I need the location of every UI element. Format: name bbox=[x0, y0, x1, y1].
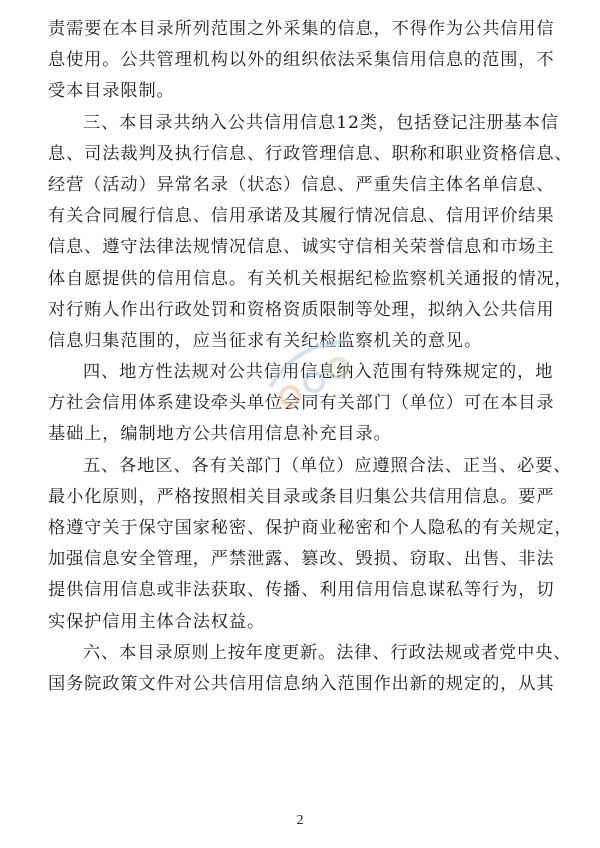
text-line: 体自愿提供的信用信息。有关机关根据纪检监察机关通报的情况， bbox=[48, 268, 573, 289]
text-line: 提供信用信息或非法获取、传播、利用信用信息谋私等行为，切 bbox=[48, 580, 555, 601]
text-line: 责需要在本目录所列范围之外采集的信息，不得作为公共信用信 bbox=[48, 19, 555, 39]
text-line: 国务院政策文件对公共信用信息纳入范围作出新的规定的，从其 bbox=[48, 673, 555, 694]
text-line: 受本目录限制。 bbox=[48, 81, 175, 102]
text-line: 最小化原则，严格按照相关目录或条目归集公共信用信息。要严 bbox=[48, 486, 555, 507]
text-line: 基础上，编制地方公共信用信息补充目录。 bbox=[48, 424, 392, 445]
text-line: 经营（活动）异常名录（状态）信息、严重失信主体名单信息、 bbox=[48, 174, 555, 195]
text-line: 实保护信用主体合法权益。 bbox=[48, 611, 266, 632]
text-line: 信息、遵守法律法规情况信息、诚实守信相关荣誉信息和市场主 bbox=[48, 237, 555, 258]
page-number: 2 bbox=[296, 813, 304, 828]
body-text bbox=[48, 14, 580, 700]
text-line: 对行贿人作出行政处罚和资格资质限制等处理，拟纳入公共信用 bbox=[48, 299, 555, 320]
text-line: 息使用。公共管理机构以外的组织依法采集信用信息的范围，不 bbox=[48, 50, 555, 71]
text-line: 五、各地区、各有关部门（单位）应遵照合法、正当、必要、 bbox=[83, 455, 572, 476]
text-line: 信息归集范围的，应当征求有关纪检监察机关的意见。 bbox=[48, 330, 483, 351]
text-line: 四、地方性法规对公共信用信息纳入范围有特殊规定的，地 bbox=[83, 362, 554, 383]
text-line: 加强信息安全管理，严禁泄露、篡改、毁损、窃取、出售、非法 bbox=[48, 549, 555, 570]
text-line: 三、本目录共纳入公共信用信息12类，包括登记注册基本信 bbox=[83, 112, 559, 133]
text-line: 息、司法裁判及执行信息、行政管理信息、职称和职业资格信息、 bbox=[48, 143, 573, 164]
text-line: 六、本目录原则上按年度更新。法律、行政法规或者党中央、 bbox=[83, 642, 572, 663]
text-line: 有关合同履行信息、信用承诺及其履行情况信息、信用评价结果 bbox=[48, 206, 555, 227]
text-line: 方社会信用体系建设牵头单位会同有关部门（单位）可在本目录 bbox=[48, 393, 555, 414]
text-line: 格遵守关于保守国家秘密、保护商业秘密和个人隐私的有关规定， bbox=[48, 518, 573, 538]
